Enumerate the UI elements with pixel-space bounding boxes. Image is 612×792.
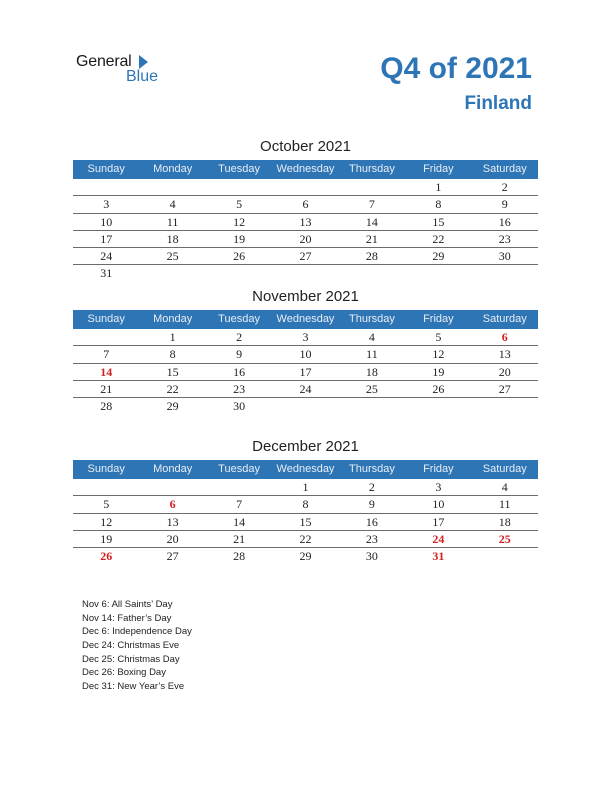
day-cell: 19 [432,364,445,379]
weekday-label: Friday [423,463,454,475]
logo-triangle-icon [139,55,148,69]
week-row [73,179,538,196]
day-cell: 12 [100,514,113,529]
day-cell: 22 [432,231,445,246]
day-cell: 4 [368,330,375,344]
holiday-note: Dec 6: Independence Day [82,626,192,638]
day-cell: 10 [299,347,312,362]
month-grid [73,179,538,283]
day-cell: 5 [236,197,243,212]
logo-general-text: General [76,53,132,70]
day-cell: 2 [236,330,243,344]
day-cell: 23 [365,531,378,546]
day-cell [73,179,139,196]
day-cell: 8 [169,347,176,362]
holiday-note: Nov 6: All Saints’ Day [82,599,173,610]
day-cell: 25 [498,531,511,546]
day-cell: 3 [435,480,442,494]
day-cell: 21 [100,381,113,396]
month-grid [73,329,538,415]
day-cell: 5 [103,497,110,512]
day-cell: 6 [302,197,309,212]
week-row [73,496,538,513]
day-cell [472,265,538,282]
day-cell: 10 [100,214,113,229]
day-cell: 27 [299,249,312,264]
week-row [73,248,538,265]
day-cell: 28 [100,399,113,414]
day-cell: 24 [299,381,312,396]
day-cell [139,179,205,196]
day-cell: 30 [233,399,246,414]
day-cell: 11 [366,347,378,362]
day-cell [339,398,405,415]
day-cell: 22 [299,531,312,546]
day-cell: 21 [233,531,246,546]
holiday-note: Dec 24: Christmas Eve [82,640,180,652]
weekday-label: Saturday [482,463,527,475]
day-cell: 7 [103,347,110,362]
day-cell [405,398,471,415]
day-cell: 26 [100,549,113,564]
day-cell: 2 [501,180,508,194]
day-cell: 23 [233,381,246,396]
day-cell [339,265,405,282]
week-row [73,381,538,398]
day-cell: 25 [365,381,378,396]
weekday-label: Wednesday [276,163,335,175]
day-cell [73,479,139,496]
day-cell [73,329,139,346]
calendar-month-december [73,437,538,565]
month-title: December 2021 [252,438,359,455]
weekday-header [73,160,538,179]
day-cell: 3 [302,330,309,344]
day-cell [206,179,272,196]
weekday-label: Wednesday [276,463,335,475]
week-row [73,196,538,213]
day-cell: 27 [498,381,511,396]
day-cell: 30 [365,549,378,564]
day-cell: 9 [368,497,375,512]
month-title: October 2021 [260,138,351,155]
day-cell: 21 [365,231,378,246]
day-cell [139,479,205,496]
day-cell: 8 [435,197,442,212]
weekday-label: Friday [423,163,454,175]
weekday-label: Monday [153,313,193,325]
day-cell: 11 [499,497,511,512]
weekday-label: Thursday [348,463,395,475]
day-cell: 16 [233,364,246,379]
month-title: November 2021 [252,288,359,305]
day-cell: 12 [233,214,246,229]
day-cell: 27 [166,549,179,564]
day-cell: 15 [299,514,312,529]
week-row [73,346,538,363]
day-cell [206,479,272,496]
day-cell: 6 [169,497,176,512]
weekday-label: Monday [153,163,193,175]
day-cell: 30 [498,249,511,264]
weekday-label: Sunday [87,313,125,325]
week-row [73,531,538,548]
day-cell: 20 [498,364,511,379]
weekday-label: Sunday [87,463,125,475]
day-cell: 8 [302,497,309,512]
day-cell: 24 [432,531,445,546]
weekday-label: Saturday [482,163,527,175]
weekday-label: Friday [423,313,454,325]
day-cell: 4 [169,197,176,212]
day-cell [272,179,338,196]
day-cell: 13 [166,514,179,529]
weekday-label: Tuesday [218,463,260,475]
week-row [73,398,538,415]
day-cell: 31 [100,266,113,281]
day-cell: 28 [365,249,378,264]
day-cell: 24 [100,249,113,264]
weekday-label: Tuesday [218,163,260,175]
day-cell: 5 [435,330,442,344]
day-cell: 14 [233,514,246,529]
day-cell [472,548,538,565]
day-cell: 1 [435,180,442,194]
day-cell: 9 [236,347,243,362]
calendar-month-october [73,137,538,283]
day-cell: 16 [498,214,511,229]
day-cell: 15 [166,364,179,379]
week-row [73,479,538,496]
day-cell: 4 [501,480,508,494]
day-cell [405,265,471,282]
week-row [73,514,538,531]
day-cell: 13 [498,347,511,362]
day-cell [472,398,538,415]
day-cell: 25 [166,249,179,264]
weekday-header [73,310,538,329]
day-cell: 3 [103,197,110,212]
week-row [73,231,538,248]
holiday-note: Nov 14: Father’s Day [82,612,172,624]
day-cell: 9 [501,197,508,212]
day-cell: 31 [432,549,445,564]
day-cell [272,398,338,415]
day-cell: 29 [299,549,312,564]
page-title: Q4 of 2021 [380,52,532,85]
day-cell: 6 [501,330,508,344]
day-cell: 26 [432,381,445,396]
day-cell: 18 [365,364,378,379]
week-row [73,329,538,346]
day-cell: 19 [100,531,113,546]
day-cell: 19 [233,231,246,246]
day-cell: 28 [233,549,246,564]
day-cell: 14 [100,364,113,379]
week-row [73,364,538,381]
day-cell: 10 [432,497,445,512]
weekday-label: Monday [153,463,193,475]
day-cell: 17 [100,231,113,246]
holiday-note: Dec 31: New Year’s Eve [82,681,185,693]
day-cell [339,179,405,196]
day-cell: 18 [166,231,179,246]
day-cell [139,265,205,282]
day-cell: 20 [299,231,312,246]
week-row [73,214,538,231]
day-cell: 7 [236,497,243,512]
day-cell: 29 [432,249,445,264]
day-cell: 7 [368,197,375,212]
day-cell: 12 [432,347,445,362]
day-cell: 15 [432,214,445,229]
day-cell: 14 [365,214,378,229]
day-cell: 23 [498,231,511,246]
day-cell: 11 [166,214,179,229]
day-cell: 20 [166,531,179,546]
day-cell: 1 [169,330,176,344]
holiday-note: Dec 25: Christmas Day [82,653,180,665]
day-cell: 26 [233,249,246,264]
weekday-label: Saturday [482,313,527,325]
day-cell: 1 [302,480,309,494]
weekday-label: Sunday [87,163,125,175]
weekday-label: Thursday [348,163,395,175]
month-grid [73,479,538,565]
weekday-header [73,460,538,479]
day-cell [272,265,338,282]
weekday-label: Wednesday [276,313,335,325]
day-cell: 18 [498,514,511,529]
day-cell: 17 [432,514,445,529]
page-subtitle: Finland [464,93,532,114]
holiday-note: Dec 26: Boxing Day [82,667,166,679]
week-row [73,548,538,565]
day-cell: 16 [365,514,378,529]
calendar-month-november [73,287,538,415]
weekday-label: Tuesday [218,313,260,325]
holiday-notes [82,598,192,694]
logo [76,53,176,89]
day-cell [206,265,272,282]
day-cell: 22 [166,381,179,396]
day-cell: 2 [368,480,375,494]
day-cell: 13 [299,214,312,229]
day-cell: 17 [299,364,312,379]
week-row [73,265,538,282]
weekday-label: Thursday [348,313,395,325]
day-cell: 29 [166,399,179,414]
logo-blue-text: Blue [126,68,159,85]
